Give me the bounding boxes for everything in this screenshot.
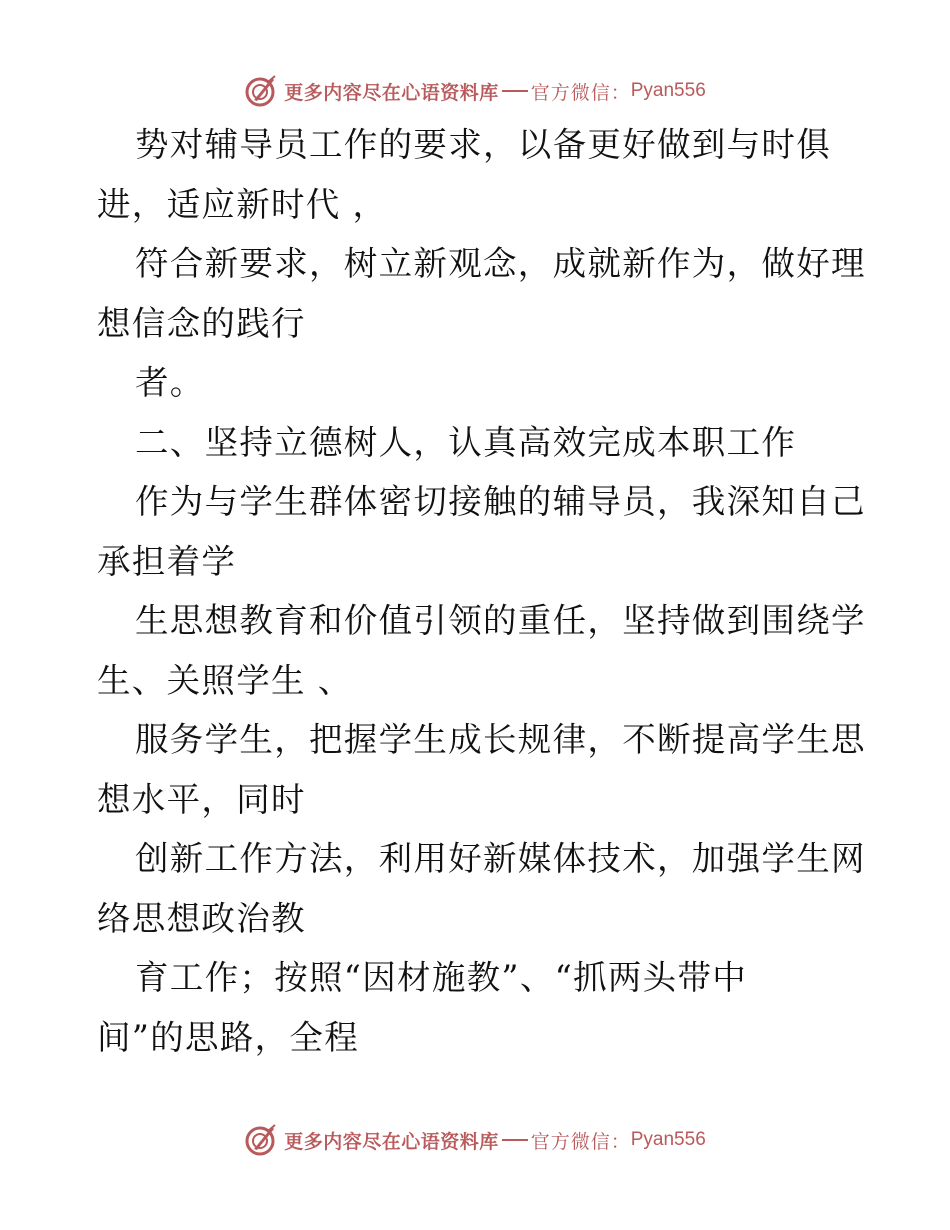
text-line: 势对辅导员工作的要求，以备更好做到与时俱 [135, 125, 831, 164]
document-body [97, 115, 867, 1067]
banner-brand-text: 更多内容尽在心语资料库 [284, 81, 499, 104]
text-line: 想信念的践行 [97, 303, 306, 343]
text-line: 育工作；按照“因材施教”、“抓两头带中 [135, 958, 748, 997]
text-line: 生思想教育和价值引领的重任，坚持做到围绕学 [135, 601, 866, 640]
text-line: 作为与学生群体密切接触的辅导员，我深知自己 [135, 482, 866, 521]
footer-banner [0, 1120, 950, 1160]
quill-pen-circle-icon [244, 1123, 278, 1157]
quill-pen-circle-icon [244, 74, 278, 108]
text-line: 服务学生，把握学生成长规律，不断提高学生思 [135, 720, 866, 759]
text-line: 想水平，同时 [97, 779, 306, 819]
text-line: 符合新要求，树立新观念，成就新作为，做好理 [135, 244, 866, 283]
text-line: 间”的思路，全程 [97, 1017, 360, 1057]
banner-divider [502, 90, 528, 92]
text-line: 生、关照学生 、 [97, 660, 353, 700]
banner-wechat-handle: Pyan556 [630, 1129, 706, 1150]
section-heading: 二、坚持立德树人，认真高效完成本职工作 [135, 422, 797, 462]
banner-divider [502, 1139, 528, 1141]
banner-official-label: 官方微信： [530, 1130, 631, 1153]
banner-official-label: 官方微信： [530, 81, 631, 104]
text-line: 络思想政治教 [97, 898, 306, 938]
text-line: 者。 [135, 363, 205, 402]
text-line: 进，适应新时代 ， [97, 184, 388, 224]
header-banner [0, 71, 950, 111]
banner-wechat-handle: Pyan556 [630, 80, 706, 101]
banner-brand-text: 更多内容尽在心语资料库 [284, 1130, 499, 1153]
text-line: 承担着学 [97, 541, 237, 581]
text-line: 创新工作方法，利用好新媒体技术，加强学生网 [135, 839, 866, 878]
